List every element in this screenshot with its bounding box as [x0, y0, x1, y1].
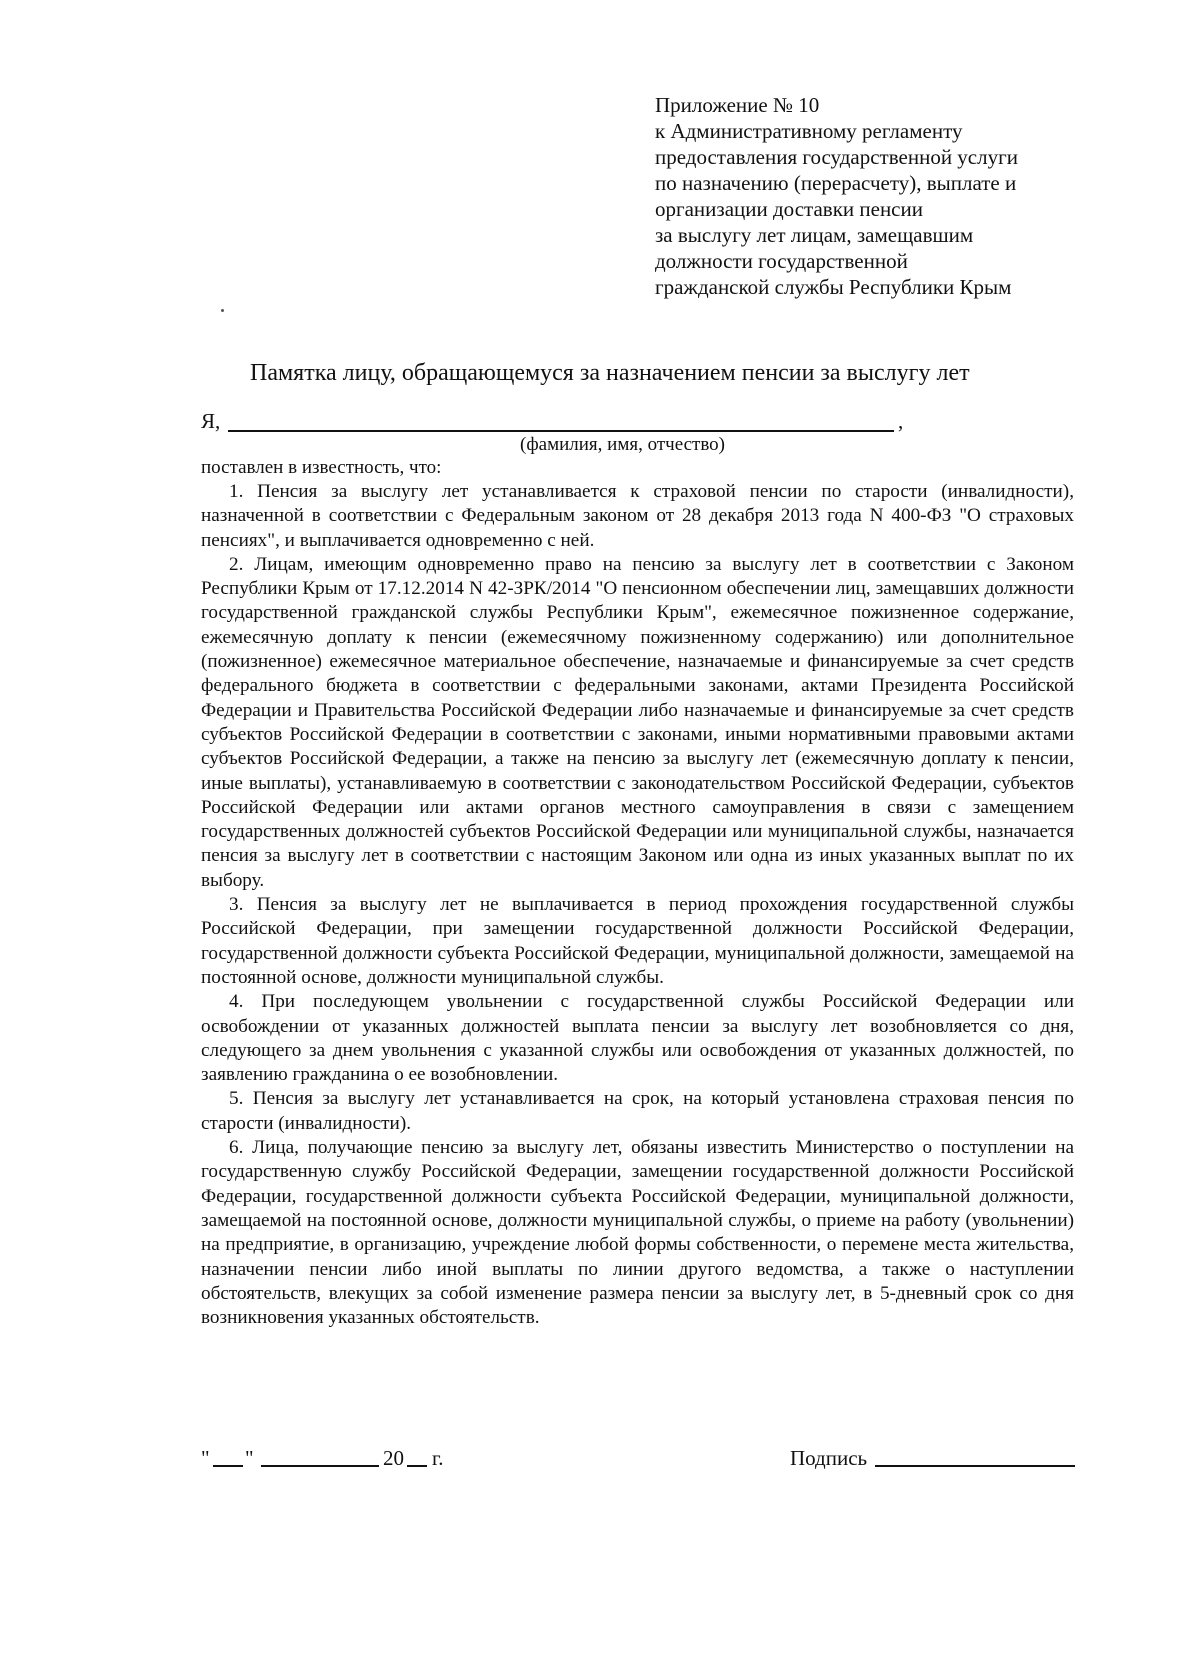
year-prefix: 20 — [383, 1446, 404, 1470]
name-fill-line — [228, 430, 894, 432]
date-quote-open: " — [201, 1446, 210, 1470]
appendix-header — [655, 92, 1125, 300]
day-fill-line — [213, 1465, 243, 1467]
name-field-row — [201, 408, 921, 436]
date-field — [201, 1445, 501, 1475]
appendix-header-line: должности государственной — [655, 249, 908, 273]
appendix-header-line: предоставления государственной услуги — [655, 145, 1018, 169]
month-fill-line — [261, 1465, 379, 1467]
memo-paragraph: 2. Лицам, имеющим одновременно право на пенсию за выслугу лет в соответствии с Законом Республики Крым от 17.12.2014 N 42-ЗРК/2014 "О пенсионном обеспечении лиц, замещавших должности государственной гражданской службы Республики Крым", ежемесячное пожизненное содержание, ежемесячную доплату к пенсии (ежемесячному пожизненному содержанию) или дополнительное (пожизненное) ежемесячное материальное обеспечение, назначаемые и финансируемые за счет средств федерального бюджета в соответствии с федеральными законами, актами Президента Российской Федерации и Правительства Российской Федерации либо назначаемые и финансируемые за счет средств субъектов Российской Федерации в соответствии с законами, иными нормативными правовыми актами субъектов Российской Федерации, а также на пенсию за выслугу лет (ежемесячную доплату к пенсии, иные выплаты), устанавливаемую в соответствии с законодательством Российской Федерации, субъектов Российской Федерации или актами органов местного самоуправления в связи с замещением государственных должностей субъектов Российской Федерации или муниципальной службы, назначается пенсия за выслугу лет в соответствии с настоящим Законом или одна из иных указанных выплат по их выбору. — [201, 553, 1074, 891]
scan-speck — [221, 309, 224, 312]
appendix-header-line: за выслугу лет лицам, замещавшим — [655, 223, 974, 247]
date-quote-close: " — [245, 1446, 254, 1470]
name-field-prefix: Я, — [201, 409, 221, 433]
memo-body — [201, 480, 1074, 1330]
memo-paragraph: 1. Пенсия за выслугу лет устанавливается к страховой пенсии по старости (инвалидности), назначенной в соответствии с Федеральным законом от 28 декабря 2013 года N 400-ФЗ "О страховых пенсиях", и выплачивается одновременно с ней. — [201, 481, 1074, 551]
signature-field — [790, 1445, 1090, 1475]
appendix-header-line: Приложение № 10 — [655, 93, 820, 117]
name-field-suffix: , — [898, 409, 904, 433]
memo-paragraph: 3. Пенсия за выслугу лет не выплачивается в период прохождения государственной службы Российской Федерации, при замещении государственной должности Российской Федерации, государственной должности субъекта Российской Федерации, муниципальной должности, замещаемой на постоянной основе, должности муниципальной службы. — [201, 894, 1074, 988]
year-suffix: г. — [432, 1446, 444, 1470]
appendix-header-line: гражданской службы Республики Крым — [655, 275, 1012, 299]
appendix-header-line: к Административному регламенту — [655, 119, 963, 143]
signature-label: Подпись — [790, 1446, 868, 1470]
memo-paragraph: 5. Пенсия за выслугу лет устанавливается на срок, на который установлена страховая пенсия по старости (инвалидности). — [201, 1088, 1074, 1134]
memo-paragraph: 6. Лица, получающие пенсию за выслугу лет, обязаны известить Министерство о поступлении на государственную службу Российской Федерации, замещении государственной должности Российской Федерации, государственной должности субъекта Российской Федерации, муниципальной должности, замещаемой на постоянной основе, должности муниципальной службы, о приеме на работу (увольнении) на предприятие, в организацию, учреждение любой формы собственности, о перемене места жительства, назначении пенсии либо иной выплаты по линии другого ведомства, а также о наступлении обстоятельств, влекущих за собой изменение размера пенсии за выслугу лет, в 5-дневный срок со дня возникновения указанных обстоятельств. — [201, 1137, 1074, 1329]
informed-statement: поставлен в известность, что: — [201, 457, 442, 478]
appendix-header-line: по назначению (перерасчету), выплате и — [655, 171, 1017, 195]
signature-fill-line — [875, 1465, 1075, 1467]
document-title: Памятка лицу, обращающемуся за назначением пенсии за выслугу лет — [250, 360, 970, 386]
name-field-caption: (фамилия, имя, отчество) — [520, 434, 726, 455]
appendix-header-line: организации доставки пенсии — [655, 197, 923, 221]
year-fill-line — [407, 1465, 427, 1467]
memo-paragraph: 4. При последующем увольнении с государственной службы Российской Федерации или освобождении от указанных должностей выплата пенсии за выслугу лет возобновляется со дня, следующего за днем увольнения с указанной службы или освобождения от указанных должностей, по заявлению гражданина о ее возобновлении. — [201, 991, 1074, 1086]
